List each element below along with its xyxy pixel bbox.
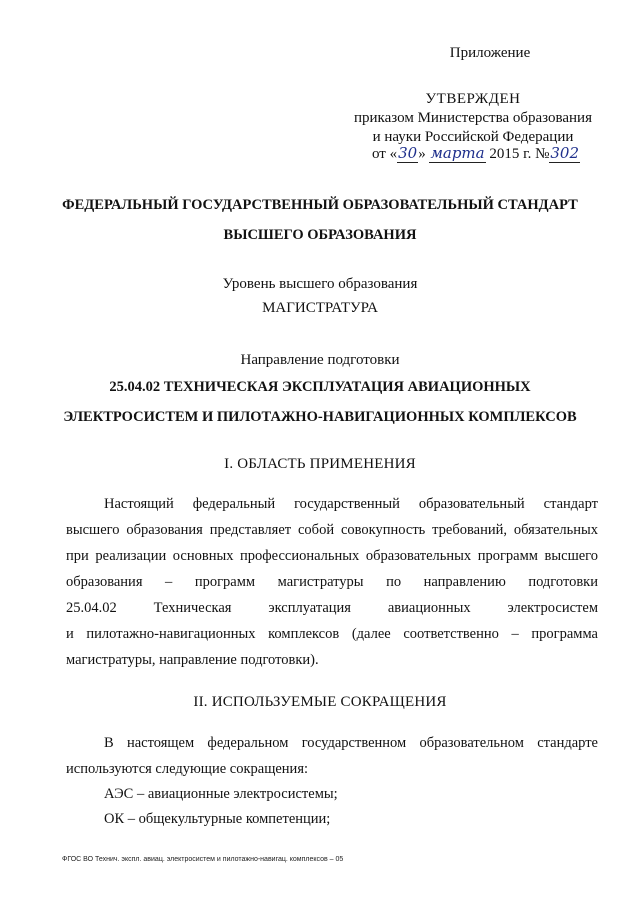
paragraph-line: при реализации основных профессиональных образовательных программ высшего [66,548,598,564]
document-title [40,190,600,250]
direction-line-2: ЭЛЕКТРОСИСТЕМ И ПИЛОТАЖНО-НАВИГАЦИОННЫХ КОМПЛЕКСОВ [63,409,577,425]
order-line-1: приказом Министерства образования [354,110,592,126]
order-date-line [372,144,580,163]
section-2-paragraph [66,730,598,782]
order-line-2: и науки Российской Федерации [372,129,574,145]
paragraph-line: 25.04.02 Техническая эксплуатация авиационных электросистем [66,600,598,616]
paragraph-line: Настоящий федеральный государственный образовательный стандарт [104,496,598,512]
order-year: 2015 г. № [489,146,550,162]
paragraph-line: и пилотажно-навигационных комплексов (далее соответственно – программа [66,626,598,642]
abbreviation-item: АЭС – авиационные электросистемы; [104,786,338,802]
order-mid: » [418,146,426,162]
approval-block [348,90,598,147]
paragraph-line: В настоящем федеральном государственном образовательном стандарте [104,735,598,751]
direction-title [40,372,600,432]
paragraph-line: высшего образования представляет собой совокупность требований, обязательных [66,522,598,538]
appendix-label: Приложение [449,45,531,61]
section-1-paragraph [66,491,598,673]
level-label: Уровень высшего образования [222,276,418,292]
paragraph-line: используются следующие сокращения: [66,761,309,777]
section-2-heading: II. ИСПОЛЬЗУЕМЫЕ СОКРАЩЕНИЯ [193,694,447,710]
approved-label: УТВЕРЖДЕН [425,91,521,107]
order-from: от « [372,146,398,162]
abbreviation-item: ОК – общекультурные компетенции; [104,811,331,827]
page-footer: ФГОС ВО Технич. экспл. авиац. электросистем и пилотажно-навигац. комплексов – 05 [62,856,344,863]
direction-label: Направление подготовки [240,352,400,368]
order-number-handwritten: 302 [550,144,580,162]
direction-line-1: 25.04.02 ТЕХНИЧЕСКАЯ ЭКСПЛУАТАЦИЯ АВИАЦИОННЫХ [109,379,531,395]
title-line-2: ВЫСШЕГО ОБРАЗОВАНИЯ [223,227,417,243]
order-day-handwritten: 30 [398,144,418,162]
paragraph-line: образования – программ магистратуры по направлению подготовки [66,574,598,590]
section-1-heading: I. ОБЛАСТЬ ПРИМЕНЕНИЯ [224,456,416,472]
paragraph-line: магистратуры, направление подготовки). [66,652,319,668]
title-line-1: ФЕДЕРАЛЬНЫЙ ГОСУДАРСТВЕННЫЙ ОБРАЗОВАТЕЛЬНЫЙ СТАНДАРТ [62,197,578,213]
order-month-handwritten: марта [430,144,485,162]
level-value: МАГИСТРАТУРА [262,300,378,316]
